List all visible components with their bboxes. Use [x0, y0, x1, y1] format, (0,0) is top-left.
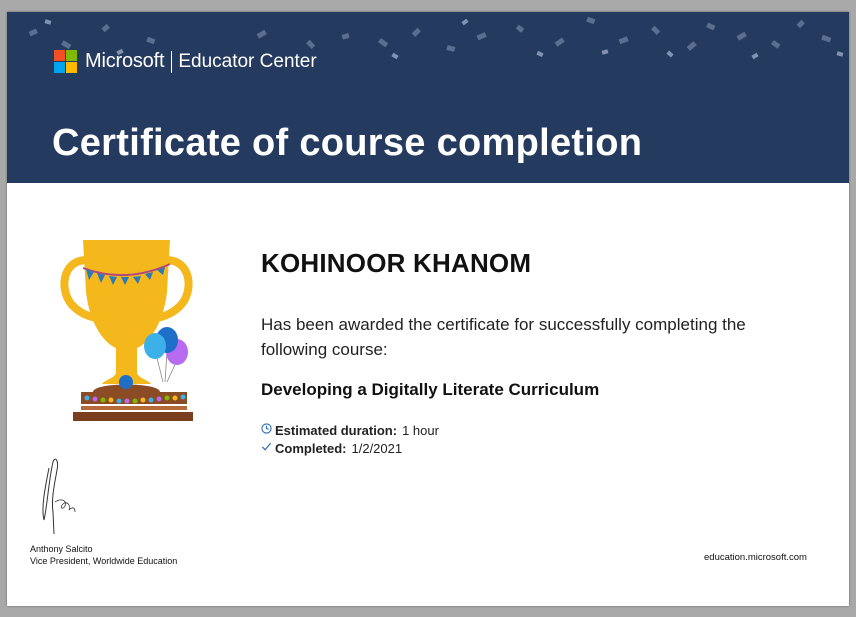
- completed-value: 1/2/2021: [351, 440, 403, 456]
- recipient-name: KOHINOOR KHANOM: [261, 248, 532, 278]
- duration-label: Estimated duration:: [275, 422, 398, 438]
- completed-label: Completed:: [275, 440, 347, 456]
- certificate-title: Certificate of course completion: [52, 122, 643, 164]
- clock-icon: [261, 423, 275, 437]
- duration-row: [261, 421, 439, 439]
- checkmark-icon: [261, 441, 275, 455]
- award-statement: Has been awarded the certificate for successfully completing the following course:: [261, 315, 746, 359]
- trophy-icon: [59, 232, 194, 422]
- educator-center-label: Educator Center: [178, 50, 317, 72]
- brand-name: Microsoft: [85, 50, 165, 72]
- duration-value: 1 hour: [402, 422, 439, 438]
- certificate-page: [7, 12, 849, 606]
- signatory-name: Anthony Salcito: [30, 544, 93, 554]
- signatory-role: Vice President, Worldwide Education: [30, 556, 178, 566]
- brand-divider: [171, 51, 172, 73]
- course-details: [261, 421, 439, 457]
- completed-row: [261, 439, 439, 457]
- signature-image: [35, 448, 85, 538]
- signatory-block: [30, 543, 177, 567]
- microsoft-logo-row: [54, 50, 317, 73]
- certificate-banner: [7, 12, 849, 183]
- course-title: Developing a Digitally Literate Curriculum: [261, 380, 600, 399]
- microsoft-logo-icon: [54, 50, 77, 73]
- footer-site-url: education.microsoft.com: [704, 552, 807, 563]
